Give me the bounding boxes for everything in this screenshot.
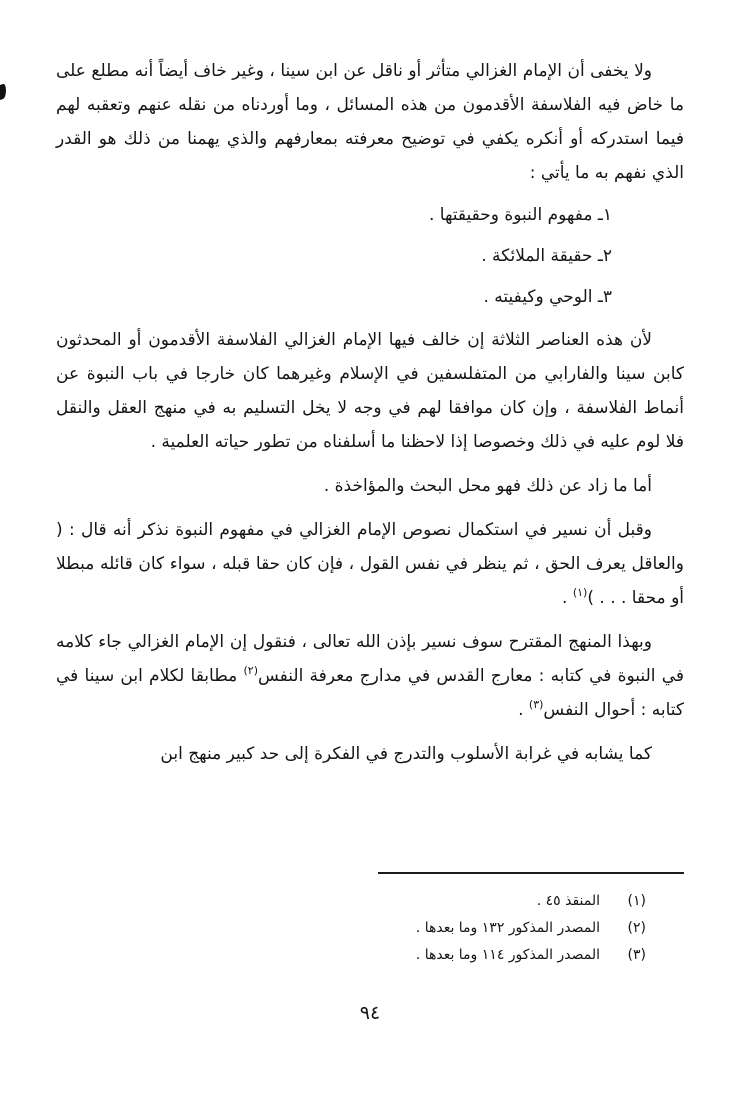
paragraph-text: . bbox=[518, 700, 529, 720]
footnote-text: المنقذ ٤٥ . bbox=[536, 893, 600, 909]
paragraph-text: وقبل أن نسير في استكمال نصوص الإمام الغزالي في مفهوم النبوة نذكر أنه قال : ( والعاقل يعرف الحق ، ثم ينظر في نفس القول ، فإن كان حقا قبله ، سواء كان قائله مبطلا أو محقا . . . ) bbox=[56, 520, 684, 608]
body-paragraph-2 bbox=[56, 323, 684, 459]
footnote-marker: (١) bbox=[627, 893, 646, 909]
footnote-2 bbox=[56, 915, 684, 942]
paragraph-text: وبهذا المنهج المقترح سوف نسير بإذن الله تعالى ، فنقول إن الإمام الغزالي جاء كلامه في النبوة في كتابه : معارج القدس في مدارج معرفة النفس bbox=[56, 632, 684, 686]
paragraph-text: أما ما زاد عن ذلك فهو محل البحث والمؤاخذة . bbox=[323, 476, 652, 496]
main-text-block bbox=[56, 54, 684, 781]
list-item-3: ٣ـ الوحي وكيفيته . bbox=[483, 287, 612, 307]
paragraph-text: ولا يخفى أن الإمام الغزالي متأثر أو ناقل عن ابن سينا ، وغير خاف أيضاً أنه مطلع على ما خاض فيه الفلاسفة الأقدمون من هذه المسائل ، وما أوردناه من نقله عنهم وتعقبه لهم فيما استدركه أو أنكره يكفي في توضيح معرفته بمعارفهم والذي يهمنا من ذلك هو القدر الذي نفهم به ما يأتي : bbox=[56, 61, 684, 183]
footnote-section bbox=[56, 872, 684, 969]
footnote-ref-1: (١) bbox=[572, 586, 588, 599]
paragraph-text: . bbox=[562, 588, 573, 608]
footnote-ref-2: (٢) bbox=[243, 664, 258, 677]
body-paragraph-4 bbox=[56, 513, 684, 615]
list-item-1: ١ـ مفهوم النبوة وحقيقتها . bbox=[428, 205, 612, 225]
paragraph-text: لأن هذه العناصر الثلاثة إن خالف فيها الإمام الغزالي الفلاسفة الأقدمون أو المحدثون كابن سينا والفارابي من المتفلسفين في الإسلام وغيرهما كان خارجا في باب النبوة عن أنماط الفلاسفة ، وإن كان موافقا لهم في وجه لا يخل التسليم به في منهج العقل والنقل فلا لوم عليه في ذلك وخصوصا إذا لاحظنا ما أسلفناه من تطور حياته العلمية . bbox=[56, 330, 684, 452]
footnote-text: المصدر المذكور ١١٤ وما بعدها . bbox=[415, 947, 600, 963]
footnote-divider bbox=[378, 872, 684, 874]
body-paragraph-1 bbox=[56, 54, 684, 190]
page-number: ٩٤ bbox=[359, 1002, 381, 1024]
footnote-1 bbox=[56, 888, 684, 915]
paragraph-text: كما يشابه في غرابة الأسلوب والتدرج في الفكرة إلى حد كبير منهج ابن bbox=[160, 744, 652, 764]
footnote-3 bbox=[56, 942, 684, 969]
paragraph-text: مطابقا لكلام ابن سينا في كتابه : أحوال النفس bbox=[56, 666, 684, 720]
footnote-marker: (٢) bbox=[627, 920, 646, 936]
list-item-2: ٢ـ حقيقة الملائكة . bbox=[481, 246, 612, 266]
scan-ink-artifact bbox=[0, 83, 6, 100]
body-paragraph-6 bbox=[56, 737, 684, 771]
body-paragraph-5 bbox=[56, 625, 684, 727]
footnote-text: المصدر المذكور ١٣٢ وما بعدها . bbox=[415, 920, 600, 936]
body-paragraph-3 bbox=[56, 469, 684, 503]
footnote-marker: (٣) bbox=[627, 947, 646, 963]
footnote-ref-3: (٣) bbox=[528, 698, 544, 711]
numbered-list bbox=[56, 200, 684, 312]
